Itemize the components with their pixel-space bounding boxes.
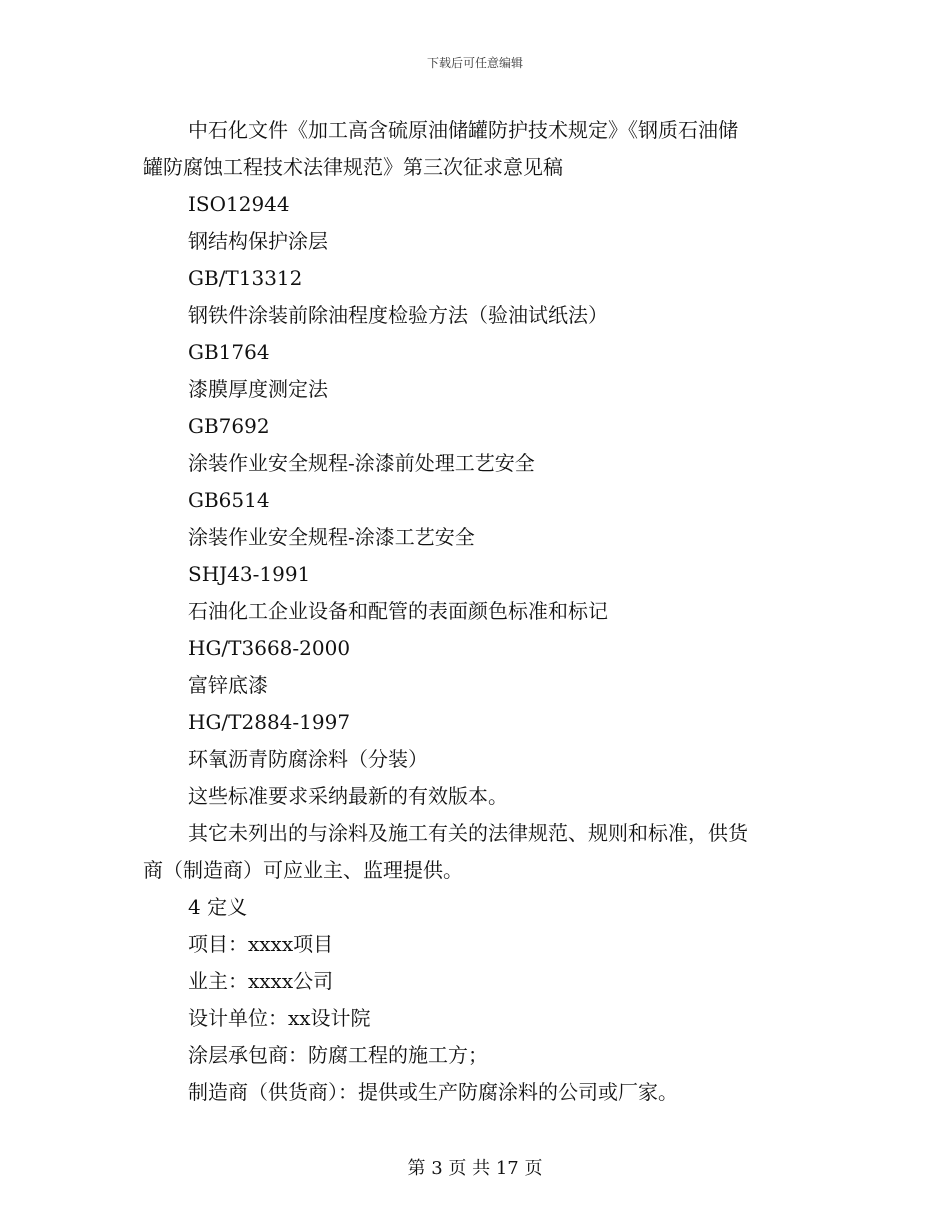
standard-code: GB/T13312 [188, 266, 303, 290]
section-heading: 4 定义 [188, 895, 248, 919]
standard-title: 涂装作业安全规程-涂漆前处理工艺安全 [188, 451, 535, 475]
standard-code: GB7692 [188, 414, 270, 438]
page-footer: 第 3 页 共 17 页 [407, 1158, 543, 1179]
definition-item: 业主：xxxx公司 [188, 969, 334, 993]
standard-title: 石油化工企业设备和配管的表面颜色标准和标记 [188, 599, 608, 623]
paragraph-line: 其它未列出的与涂料及施工有关的法律规范、规则和标准，供货 [188, 821, 748, 845]
paragraph-line: 罐防腐蚀工程技术法律规范》第三次征求意见稿 [143, 155, 563, 179]
standard-code: SHJ43-1991 [188, 562, 311, 586]
standard-title: 钢铁件涂装前除油程度检验方法（验油试纸法） [188, 303, 608, 327]
standard-code: HG/T2884-1997 [188, 710, 351, 734]
standard-code: ISO12944 [188, 192, 290, 216]
standard-code: GB6514 [188, 488, 270, 512]
page-header: 下载后可任意编辑 [426, 56, 523, 70]
definition-item: 项目：xxxx项目 [188, 932, 334, 956]
definition-item: 制造商（供货商）：提供或生产防腐涂料的公司或厂家。 [188, 1080, 678, 1104]
standard-title: 富锌底漆 [188, 673, 268, 697]
definition-item: 设计单位：xx设计院 [188, 1006, 371, 1030]
document-body [143, 112, 808, 1111]
definition-item: 涂层承包商：防腐工程的施工方； [188, 1043, 488, 1067]
paragraph-line: 中石化文件《加工高含硫原油储罐防护技术规定》《钢质石油储 [188, 118, 738, 142]
standard-title: 涂装作业安全规程-涂漆工艺安全 [188, 525, 475, 549]
standard-code: HG/T3668-2000 [188, 636, 351, 660]
standard-code: GB1764 [188, 340, 270, 364]
standard-title: 漆膜厚度测定法 [188, 377, 328, 401]
standard-title: 钢结构保护涂层 [188, 229, 328, 253]
standard-title: 环氧沥青防腐涂料（分装） [188, 747, 428, 771]
paragraph-line: 商（制造商）可应业主、监理提供。 [143, 858, 463, 882]
paragraph-line: 这些标准要求采纳最新的有效版本。 [188, 784, 508, 808]
